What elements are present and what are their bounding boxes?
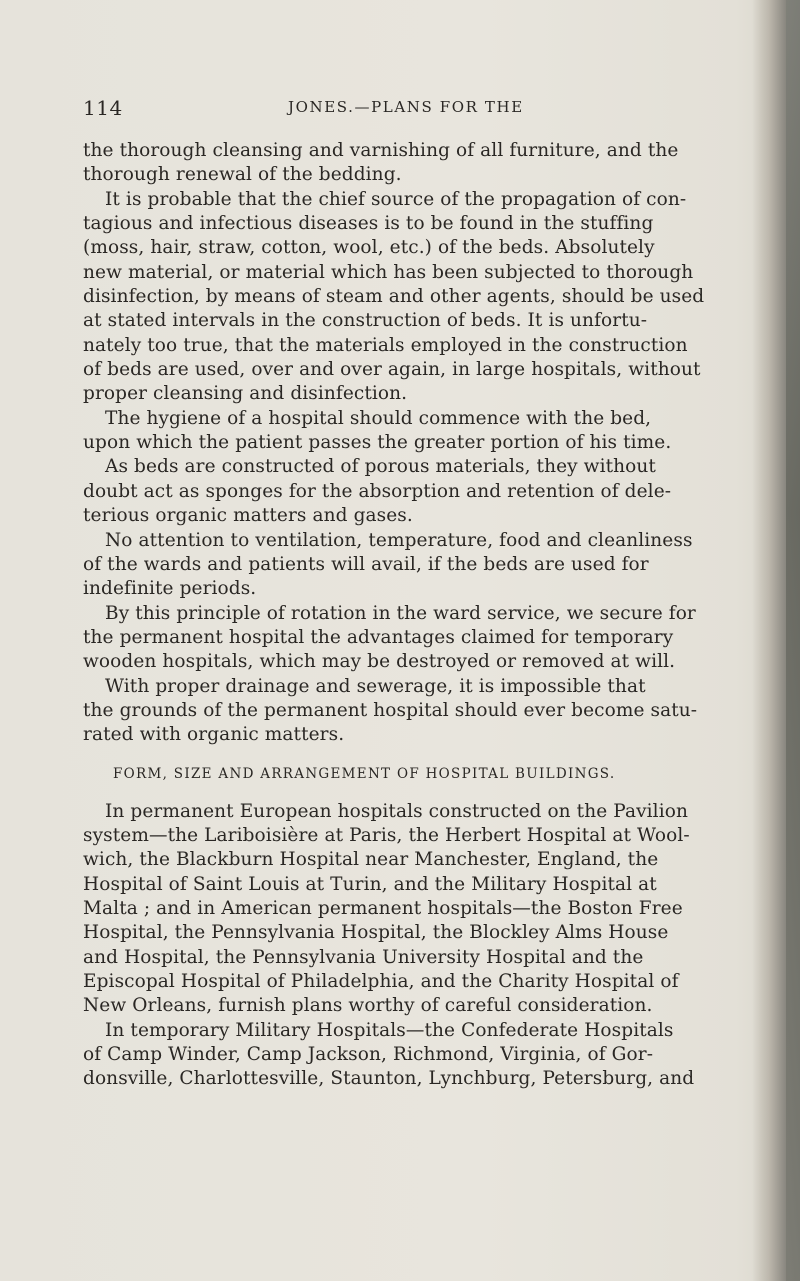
text-line: New Orleans, furnish plans worthy of careful consideration. [83, 995, 653, 1017]
text-line: (moss, hair, straw, cotton, wool, etc.) of the beds. Absolutely [83, 237, 655, 259]
text-line: rated with organic matters. [83, 724, 345, 746]
section-heading: FORM, SIZE AND ARRANGEMENT OF HOSPITAL BUILDINGS. [113, 765, 616, 782]
text-line: wooden hospitals, which may be destroyed or removed at will. [83, 651, 676, 673]
text-line: disinfection, by means of steam and other agents, should be used [83, 286, 705, 308]
paragraph-block-1 [83, 139, 773, 748]
text-line: proper cleansing and disinfection. [83, 383, 408, 405]
binding-edge [786, 0, 800, 1281]
page-header [83, 96, 763, 120]
text-line: of the wards and patients will avail, if the beds are used for [83, 553, 649, 575]
page-number: 114 [83, 96, 123, 120]
text-line: It is probable that the chief source of the propagation of con- [105, 188, 687, 210]
text-line: indefinite periods. [83, 578, 257, 600]
text-line: In permanent European hospitals constructed on the Pavilion [105, 800, 688, 822]
text-line: The hygiene of a hospital should commence with the bed, [105, 407, 652, 429]
text-line: at stated intervals in the construction of beds. It is unfortu- [83, 310, 648, 332]
text-line: wich, the Blackburn Hospital near Manchester, England, the [83, 849, 659, 871]
text-line: nately too true, that the materials employed in the construction [83, 334, 688, 356]
text-line: doubt act as sponges for the absorption and retention of dele- [83, 480, 672, 502]
body-text [83, 139, 773, 1092]
text-line: Hospital, the Pennsylvania Hospital, the Blockley Alms House [83, 922, 669, 944]
text-line: In temporary Military Hospitals—the Confederate Hospitals [105, 1019, 674, 1041]
text-line: new material, or material which has been subjected to thorough [83, 261, 694, 283]
text-line: With proper drainage and sewerage, it is impossible that [105, 675, 646, 697]
text-line: As beds are constructed of porous materials, they without [105, 456, 656, 478]
text-line: Episcopal Hospital of Philadelphia, and the Charity Hospital of [83, 971, 679, 992]
text-line: Malta ; and in American permanent hospitals—the Boston Free [83, 897, 683, 919]
text-line: upon which the patient passes the greater portion of his time. [83, 432, 672, 454]
paragraph-block-2 [83, 800, 773, 1092]
text-line: the thorough cleansing and varnishing of all furniture, and the [83, 140, 679, 161]
text-line: Hospital of Saint Louis at Turin, and the Military Hospital at [83, 873, 657, 895]
text-line: tagious and infectious diseases is to be found in the stuffing [83, 213, 654, 235]
text-line: By this principle of rotation in the ward service, we secure for [105, 602, 696, 624]
text-line: of beds are used, over and over again, in large hospitals, without [83, 359, 701, 381]
running-head: JONES.—PLANS FOR THE [288, 98, 524, 116]
text-line: the grounds of the permanent hospital should ever become satu- [83, 699, 698, 721]
text-line: No attention to ventilation, temperature, food and cleanliness [105, 529, 693, 551]
text-line: the permanent hospital the advantages claimed for temporary [83, 626, 674, 648]
text-line: and Hospital, the Pennsylvania University Hospital and the [83, 946, 644, 968]
text-line: of Camp Winder, Camp Jackson, Richmond, Virginia, of Gor- [83, 1044, 654, 1066]
text-line: terious organic matters and gases. [83, 505, 413, 527]
text-line: system—the Lariboisière at Paris, the Herbert Hospital at Wool- [83, 824, 690, 846]
text-line: donsville, Charlottesville, Staunton, Lynchburg, Petersburg, and [83, 1068, 695, 1090]
text-line: thorough renewal of the bedding. [83, 164, 402, 186]
